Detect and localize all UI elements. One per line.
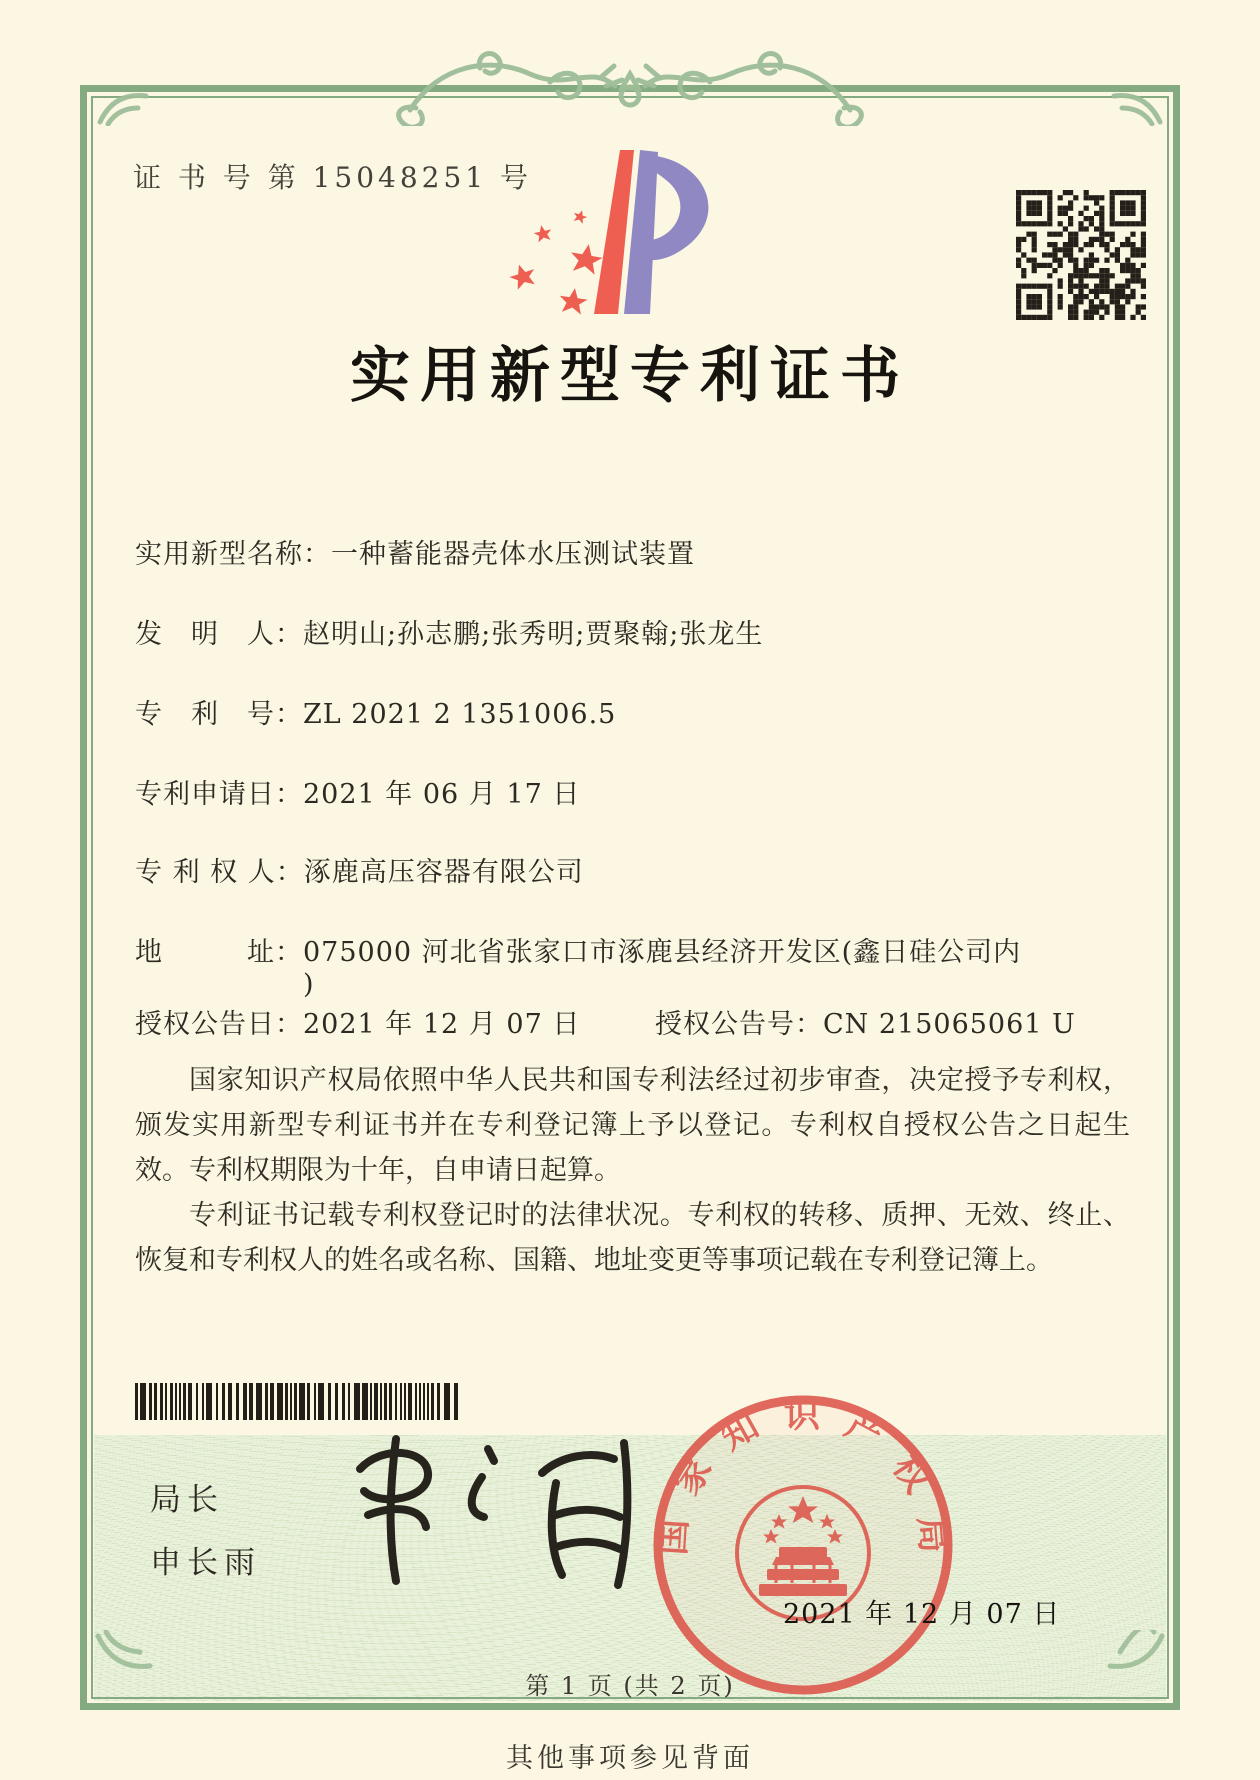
field-label: 发 明 人： — [135, 619, 303, 650]
field-row-patent-no — [135, 692, 1135, 731]
official-seal — [648, 1385, 958, 1705]
body-paragraph-2: 专利证书记载专利权登记时的法律状况。专利权的转移、质押、无效、终止、恢复和专利权人的姓名或名称、国籍、地址变更等事项记载在专利登记簿上。 — [135, 1200, 1130, 1276]
field-label: 专 利 权 人： — [135, 857, 304, 888]
seal-text: 国家知识产权局 — [651, 1393, 955, 1557]
director-name: 申长雨 — [150, 1545, 261, 1581]
field-value: 赵明山;孙志鹏;张秀明;贾聚翰;张龙生 — [303, 619, 764, 650]
field-label: 授权公告号： — [655, 1009, 823, 1040]
field-row-patentee — [135, 850, 1135, 889]
director-signature — [330, 1415, 660, 1605]
field-label: 专利申请日： — [135, 779, 303, 810]
field-row-name — [135, 532, 1135, 571]
field-value: 一种蓄能器壳体水压测试装置 — [331, 539, 695, 570]
page-indicator: 第 1 页 (共 2 页) — [525, 1672, 735, 1700]
field-label: 实用新型名称： — [135, 539, 331, 570]
field-value: 2021 年 12 月 07 日 — [303, 1009, 581, 1040]
field-value: 涿鹿高压容器有限公司 — [303, 857, 584, 888]
legal-text — [135, 1058, 1130, 1283]
footer-note: 其他事项参见背面 — [506, 1743, 754, 1774]
dragon-ornament-top — [80, 34, 1180, 126]
cnipa-logo — [468, 142, 733, 317]
certificate-number: 证 书 号 第 15048251 号 — [133, 161, 533, 194]
field-label: 授权公告日： — [135, 1009, 303, 1040]
director-title: 局长 — [150, 1482, 224, 1518]
field-value: 075000 河北省张家口市涿鹿县经济开发区(鑫日硅公司内 — [303, 937, 1022, 968]
certificate-title: 实用新型专利证书 — [350, 341, 910, 411]
field-label: 地 址： — [135, 937, 303, 968]
seal-date: 2021 年 12 月 07 日 — [783, 1599, 1061, 1630]
field-value: 2021 年 06 月 17 日 — [303, 779, 581, 810]
body-paragraph-1: 国家知识产权局依照中华人民共和国专利法经过初步审查，决定授予专利权，颁发实用新型专利证书并在专利登记簿上予以登记。专利权自授权公告之日起生效。专利权期限为十年，自申请日起算。 — [135, 1065, 1130, 1186]
field-value: ZL 2021 2 1351006.5 — [303, 699, 617, 730]
field-value: CN 215065061 U — [823, 1009, 1076, 1040]
qr-code — [1016, 190, 1146, 320]
field-row-grant — [135, 1002, 1135, 1041]
field-value-wrap: ) — [303, 969, 315, 1000]
field-row-address — [135, 930, 1135, 1000]
field-row-filing-date — [135, 772, 1135, 811]
field-row-inventors — [135, 612, 1135, 651]
field-label: 专 利 号： — [135, 699, 303, 730]
